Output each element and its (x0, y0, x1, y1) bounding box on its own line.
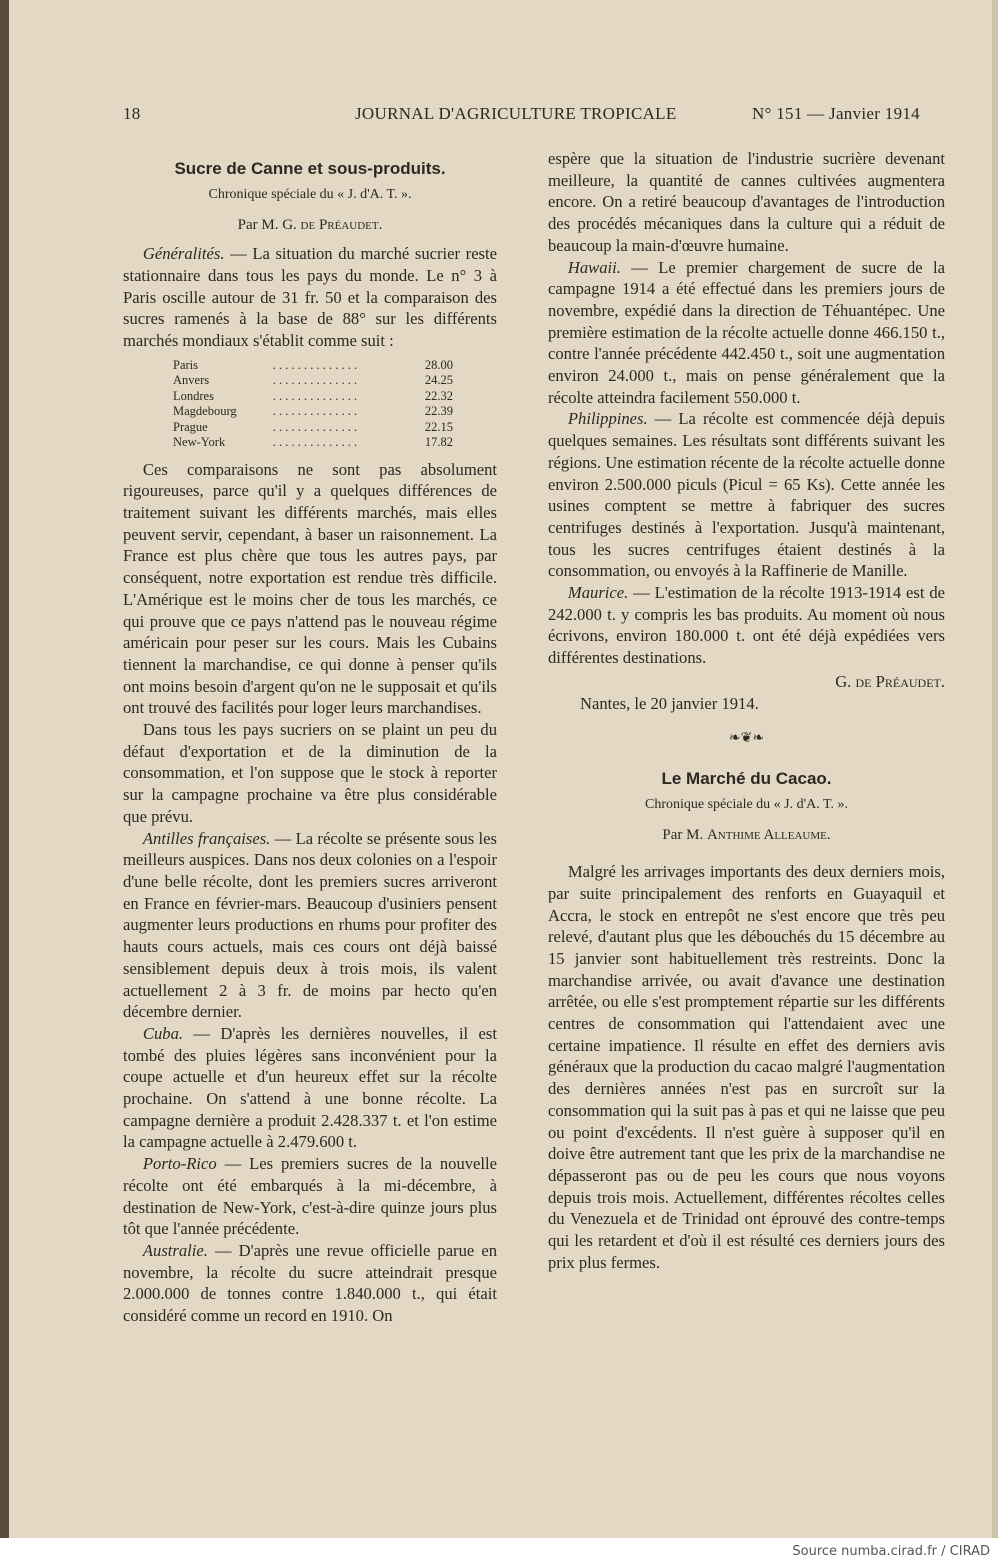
leader-dots: . . . . . . . . . . . . . . (272, 419, 358, 434)
page-number: 18 (123, 104, 141, 123)
byline-prefix: Par M. (662, 827, 707, 844)
paragraph-text: — Les premiers sucres de la nouvelle récolte ont été embarqués à la mi-décembre, à destination de New-York, c'est-à-dire quinze jours plus tôt que l'année précédente. (123, 1154, 497, 1239)
section-lead: Maurice. (567, 583, 629, 603)
price-row (173, 435, 453, 451)
price-row (173, 358, 453, 374)
section-lead: Philippines. (567, 409, 648, 429)
paragraph-generalites (123, 243, 497, 352)
section-lead: Hawaii. (567, 257, 621, 277)
dateline: Nantes, le 20 janvier 1914. (580, 693, 759, 713)
price-row (173, 420, 453, 436)
price-row (173, 373, 453, 389)
author-name: Anthime Alleaume. (706, 827, 831, 844)
price-row (173, 389, 453, 405)
paragraph-text: — La récolte est commencée déjà depuis quelques semaines. Les résultats sont différents suivant les régions. Une estimation récente de la récolte actuelle donne environ 2.500.000 piculs (Picul = 65 Ks). Cette année les usines comptent se mettre à fabriquer des sucres centrifuges destinés à l'exportation. Jusqu'à maintenant, tous les sucres centrifuges étaient destinés à la consommation, ou envoyés à la Raffinerie de Manille. (548, 409, 945, 581)
paragraph-australie (123, 1240, 497, 1327)
author-name: de Préaudet. (300, 217, 383, 234)
issue-number: N° 151 — Janvier 1914 (752, 104, 920, 123)
market-name: Anvers (173, 373, 210, 388)
article-title: Le Marché du Cacao. (661, 768, 832, 788)
paragraph-text: — L'estimation de la récolte 1913-1914 est de 242.000 t. y compris les bas produits. Au moment où nous écrivons, environ 180.000 t. ont été déjà expédiées vers différentes destinations. (548, 583, 945, 668)
paragraph-cuba (123, 1023, 497, 1153)
market-name: New-York (173, 435, 226, 450)
market-price: 22.39 (424, 404, 453, 419)
market-price: 22.32 (424, 388, 453, 403)
leader-dots: . . . . . . . . . . . . . . (272, 373, 358, 388)
paragraph-philippines (548, 408, 945, 582)
article-subtitle: Chronique spéciale du « J. d'A. T. ». (208, 186, 412, 202)
right-column (548, 148, 945, 1273)
market-price: 17.82 (424, 435, 453, 450)
article-subtitle: Chronique spéciale du « J. d'A. T. ». (644, 796, 849, 812)
page-right-edge (992, 0, 998, 1538)
article-title: Sucre de Canne et sous-produits. (174, 159, 446, 178)
source-credit: Source numba.cirad.fr / CIRAD (792, 1544, 990, 1559)
market-name: Magdebourg (173, 404, 237, 419)
market-name: Londres (173, 388, 214, 403)
ornament-divider: ❧❦❧ (728, 731, 765, 747)
price-table (173, 358, 453, 451)
paragraph-hawaii (548, 257, 945, 409)
page-binding-edge (0, 0, 9, 1538)
leader-dots: . . . . . . . . . . . . . . (272, 404, 358, 419)
article-byline (123, 215, 497, 237)
paragraph: Ces comparaisons ne sont pas absolument rigoureuses, parce qu'il y a quelques différences de traitement suivant les différents marchés, mais elles peuvent servir, cependant, à baser un raisonnement. La France est plus chère que tous les autres pays, par conséquent, notre exportation est rendue très difficile. L'Amérique est le moins cher de tous les marchés, ce qui prouve que ce pays n'attend pas le nouveau régime américain pour peser sur les cours. Mais les Cubains tiennent la marchandise, ce qui donne à penser qu'ils ont moins besoin d'argent qu'on ne le supposait et qu'ils ont trouvé des facilités pour loger leurs marchandises. (123, 459, 497, 718)
market-name: Prague (173, 419, 208, 434)
paragraph-text: — La situation du marché sucrier reste stationnaire dans tous les pays du monde. Le n° 3 à Paris oscille autour de 31 fr. 50 et la comparaison des sucres ramenés à la base de 88° sur les différents marchés mondiaux s'établit comme suit : (123, 244, 497, 350)
section-lead: Généralités. (142, 244, 225, 264)
paragraph-maurice (548, 582, 945, 669)
paragraph-porto-rico (123, 1153, 497, 1240)
market-name: Paris (173, 357, 198, 372)
section-lead: Antilles françaises. (142, 828, 271, 848)
paragraph-text: — Le premier chargement de sucre de la campagne 1914 a été effectué dans les premiers jours de novembre, expédié dans la direction de Téhuantépec. Une première estimation de la récolte actuelle donne 466.150 t., contre l'année précédente 442.450 t., soit une augmentation environ 24.000 t., mais on pense généralement que la récolte atteindra facilement 550.000 t. (548, 257, 945, 407)
article-byline (548, 825, 945, 847)
section-lead: Porto-Rico (142, 1154, 217, 1174)
leader-dots: . . . . . . . . . . . . . . (272, 357, 358, 372)
paragraph: Dans tous les pays sucriers on se plaint un peu du défaut d'exportation et de la diminution de la consommation, et l'on suppose que le stock à reporter sur la campagne prochaine va être plus considérable que prévu. (123, 720, 497, 826)
journal-title: JOURNAL D'AGRICULTURE TROPICALE (355, 104, 677, 123)
paragraph-text: — D'après les dernières nouvelles, il est tombé des pluies légères sans inconvénient pour la coupe actuelle et d'un heureux effet sur la récolte prochaine. On s'attend à une bonne récolte. La campagne dernière a produit 2.428.337 t. et l'on estime la campagne actuelle à 2.479.600 t. (123, 1023, 497, 1152)
paragraph-antilles (123, 828, 497, 1023)
paragraph: Malgré les arrivages importants des deux derniers mois, par suite principalement des renforts en Guayaquil et Accra, le stock en entrepôt ne s'est encore que très peu relevé, d'autant plus que les débouchés du 15 décembre au 15 janvier sont habituellement très restreints. Donc la marchandise arrivée, ou avait d'avance une destination arrêtée, ou elle s'est promptement répartie sur les différents centres de consommation qui l'attendaient avec une certaine impatience. Il résulte en effet des derniers avis généraux que la production du cacao malgré l'augmentation des dernières années n'est pas en surcroît sur la consommation qui la suit pas à pas et qui ne laisse que peu ou point d'excédents. Il n'est guère à supposer qu'il en doive être autrement tant que les prix de la marchandise ne dépasseront pas ou de peu les cours que nous voyons depuis trois mois. Actuellement, différentes récoltes celles du Venezuela et de Trinidad ont éprouvé des contre-temps qui les retardent et d'où il est résulté ces derniers jours des prix plus fermes. (548, 862, 945, 1272)
paragraph-text: — D'après une revue officielle parue en novembre, la récolte du sucre atteindrait presque 2.000.000 de tonnes contre 1.840.000 t., qui était considéré comme un record en 1910. On (123, 1240, 497, 1326)
byline-prefix: Par M. G. (237, 217, 301, 234)
paragraph-text: — La récolte se présente sous les meilleurs auspices. Dans nos deux colonies on a l'espoir d'une belle récolte, dont les premiers sucres arriveront en France en février-mars. Beaucoup d'usiniers pensent augmenter leurs productions en rhums pour profiter des hauts cours actuels, mais ces cours ont déjà baissé sensiblement depuis deux à trois mois, ils valent actuellement 2 à 3 fr. de moins par hecto qu'en décembre dernier. (123, 828, 497, 1022)
leader-dots: . . . . . . . . . . . . . . (272, 388, 358, 403)
market-price: 22.15 (424, 419, 453, 434)
price-row (173, 404, 453, 420)
paragraph-continued: espère que la situation de l'industrie sucrière devenant meilleure, la quantité de cannes cultivées augmentera encore. On a retiré beaucoup d'avantages de l'introduction des procédés mécaniques dans la culture qui a réduit de beaucoup la main-d'œuvre humaine. (548, 149, 945, 255)
section-lead: Australie. (142, 1240, 208, 1260)
market-price: 28.00 (424, 357, 453, 372)
leader-dots: . . . . . . . . . . . . . . (272, 435, 358, 450)
market-price: 24.25 (424, 373, 453, 388)
signature: G. de Préaudet. (835, 671, 945, 691)
left-column (123, 158, 497, 1327)
section-lead: Cuba. (142, 1023, 184, 1043)
